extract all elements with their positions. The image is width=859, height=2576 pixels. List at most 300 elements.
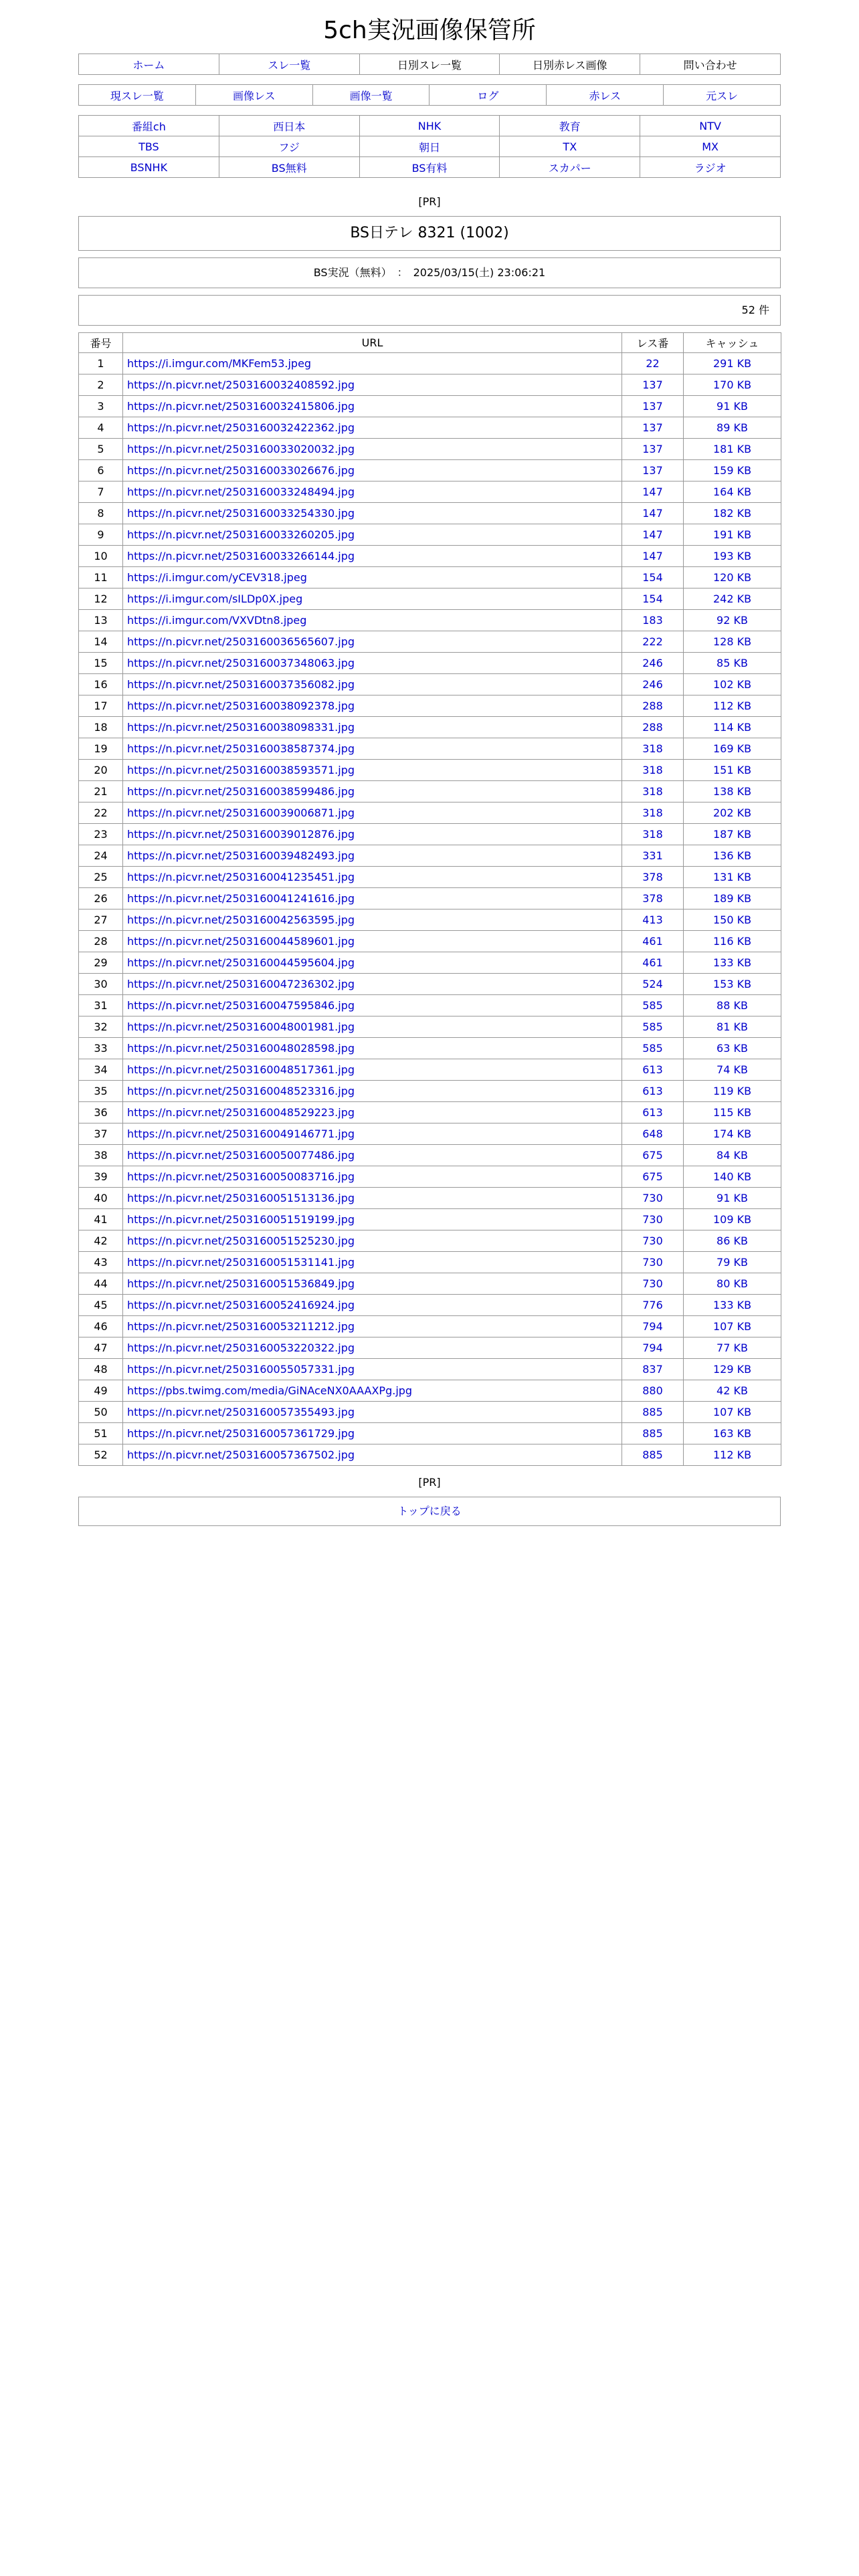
back-to-top-link[interactable]: トップに戻る (397, 1505, 462, 1517)
row-res-number[interactable] (622, 781, 684, 802)
row-url[interactable] (123, 845, 622, 867)
row-res-number-link[interactable]: 675 (642, 1170, 663, 1183)
row-cache[interactable] (684, 952, 781, 974)
row-cache-link[interactable]: 133 KB (712, 1299, 752, 1311)
nav-image-list-link[interactable]: 画像一覧 (349, 89, 393, 102)
row-url-link[interactable]: https://n.picvr.net/2503160048517361.jpg (127, 1063, 355, 1076)
row-res-number[interactable] (622, 717, 684, 738)
row-url[interactable] (123, 952, 622, 974)
row-url-link[interactable]: https://n.picvr.net/2503160038092378.jpg (127, 700, 355, 712)
channel-cell[interactable] (500, 157, 640, 178)
row-res-number-link[interactable]: 461 (642, 935, 663, 948)
row-url[interactable] (123, 546, 622, 567)
row-cache[interactable] (684, 1209, 781, 1230)
row-cache-link[interactable]: 169 KB (712, 742, 752, 755)
row-res-number-link[interactable]: 147 (642, 528, 663, 541)
channel-link[interactable]: NTV (699, 119, 721, 132)
row-cache-link[interactable]: 140 KB (712, 1170, 752, 1183)
row-res-number-link[interactable]: 331 (642, 849, 663, 862)
row-url[interactable] (123, 503, 622, 524)
channel-cell[interactable] (359, 116, 500, 136)
nav-daily-red-images-link[interactable]: 日別赤レス画像 (533, 58, 607, 72)
row-res-number-link[interactable]: 147 (642, 507, 663, 520)
row-url-link[interactable]: https://i.imgur.com/yCEV318.jpeg (127, 571, 307, 584)
row-cache-link[interactable]: 80 KB (717, 1277, 748, 1290)
row-url-link[interactable]: https://n.picvr.net/2503160033260205.jpg (127, 528, 355, 541)
row-cache-link[interactable]: 182 KB (712, 507, 752, 520)
row-cache-link[interactable]: 187 KB (712, 828, 752, 841)
row-res-number[interactable] (622, 931, 684, 952)
row-cache[interactable] (684, 503, 781, 524)
row-res-number[interactable] (622, 1316, 684, 1337)
row-cache[interactable] (684, 396, 781, 417)
row-cache-link[interactable]: 88 KB (717, 999, 748, 1012)
row-cache[interactable] (684, 1230, 781, 1252)
row-res-number-link[interactable]: 154 (642, 593, 663, 605)
row-url[interactable] (123, 1102, 622, 1123)
row-cache[interactable] (684, 1081, 781, 1102)
row-res-number[interactable] (622, 503, 684, 524)
row-res-number[interactable] (622, 567, 684, 588)
channel-cell[interactable] (640, 136, 781, 157)
row-cache[interactable] (684, 760, 781, 781)
row-cache[interactable] (684, 845, 781, 867)
row-res-number-link[interactable]: 246 (642, 678, 663, 691)
row-url-link[interactable]: https://n.picvr.net/2503160044595604.jpg (127, 956, 355, 969)
row-cache-link[interactable]: 202 KB (712, 807, 752, 819)
nav-log[interactable] (430, 85, 547, 106)
row-res-number[interactable] (622, 631, 684, 653)
row-res-number[interactable] (622, 760, 684, 781)
row-res-number[interactable] (622, 1359, 684, 1380)
row-res-number[interactable] (622, 374, 684, 396)
row-cache-link[interactable]: 191 KB (712, 528, 752, 541)
row-cache-link[interactable]: 86 KB (717, 1235, 748, 1247)
nav-image-res[interactable] (195, 85, 312, 106)
row-url-link[interactable]: https://n.picvr.net/2503160051525230.jpg (127, 1235, 355, 1247)
row-res-number-link[interactable]: 378 (642, 892, 663, 905)
row-cache[interactable] (684, 717, 781, 738)
row-cache[interactable] (684, 867, 781, 888)
row-cache[interactable] (684, 546, 781, 567)
row-cache-link[interactable]: 91 KB (717, 1192, 748, 1204)
row-cache-link[interactable]: 91 KB (717, 400, 748, 413)
row-url[interactable] (123, 1123, 622, 1145)
row-res-number-link[interactable]: 413 (642, 914, 663, 926)
channel-link[interactable]: スカパー (548, 161, 591, 175)
row-url[interactable] (123, 1209, 622, 1230)
row-url[interactable] (123, 995, 622, 1016)
row-res-number-link[interactable]: 794 (642, 1320, 663, 1333)
row-url[interactable] (123, 1252, 622, 1273)
row-cache-link[interactable]: 242 KB (712, 593, 752, 605)
row-res-number-link[interactable]: 318 (642, 807, 663, 819)
nav-image-res-link[interactable]: 画像レス (232, 89, 276, 102)
channel-link[interactable]: BS無料 (271, 161, 307, 175)
row-res-number-link[interactable]: 585 (642, 1021, 663, 1033)
row-url-link[interactable]: https://n.picvr.net/2503160033254330.jpg (127, 507, 355, 520)
row-url-link[interactable]: https://n.picvr.net/2503160033020032.jpg (127, 443, 355, 455)
channel-cell[interactable] (79, 116, 219, 136)
row-cache-link[interactable]: 164 KB (712, 486, 752, 498)
row-res-number[interactable] (622, 1423, 684, 1444)
nav-original-thread[interactable] (664, 85, 781, 106)
row-res-number[interactable] (622, 610, 684, 631)
row-cache[interactable] (684, 631, 781, 653)
row-url-link[interactable]: https://n.picvr.net/2503160053211212.jpg (127, 1320, 355, 1333)
row-url-link[interactable]: https://n.picvr.net/2503160048523316.jpg (127, 1085, 355, 1097)
row-url[interactable] (123, 653, 622, 674)
row-res-number[interactable] (622, 995, 684, 1016)
row-url-link[interactable]: https://n.picvr.net/2503160047236302.jpg (127, 978, 355, 990)
row-cache[interactable] (684, 781, 781, 802)
nav-daily-red-images[interactable] (500, 54, 640, 75)
row-res-number-link[interactable]: 613 (642, 1085, 663, 1097)
row-url-link[interactable]: https://n.picvr.net/2503160038587374.jpg (127, 742, 355, 755)
row-res-number[interactable] (622, 353, 684, 374)
row-url[interactable] (123, 760, 622, 781)
row-url[interactable] (123, 674, 622, 695)
nav-contact[interactable] (640, 54, 781, 75)
row-cache-link[interactable]: 89 KB (717, 421, 748, 434)
row-res-number[interactable] (622, 481, 684, 503)
row-cache[interactable] (684, 974, 781, 995)
row-url-link[interactable]: https://n.picvr.net/2503160032422362.jpg (127, 421, 355, 434)
row-res-number-link[interactable]: 137 (642, 379, 663, 391)
row-url-link[interactable]: https://n.picvr.net/2503160044589601.jpg (127, 935, 355, 948)
row-res-number-link[interactable]: 137 (642, 443, 663, 455)
channel-link[interactable]: MX (702, 140, 719, 153)
row-res-number[interactable] (622, 1273, 684, 1295)
row-url[interactable] (123, 738, 622, 760)
row-cache[interactable] (684, 524, 781, 546)
row-url[interactable] (123, 1145, 622, 1166)
row-res-number-link[interactable]: 776 (642, 1299, 663, 1311)
row-cache-link[interactable]: 163 KB (712, 1427, 752, 1440)
row-url-link[interactable]: https://n.picvr.net/2503160047595846.jpg (127, 999, 355, 1012)
row-cache[interactable] (684, 1188, 781, 1209)
row-url[interactable] (123, 1059, 622, 1081)
row-cache-link[interactable]: 129 KB (712, 1363, 752, 1376)
row-res-number[interactable] (622, 1230, 684, 1252)
row-cache[interactable] (684, 738, 781, 760)
row-res-number[interactable] (622, 396, 684, 417)
row-cache-link[interactable]: 136 KB (712, 849, 752, 862)
row-url[interactable] (123, 1337, 622, 1359)
row-cache[interactable] (684, 1123, 781, 1145)
row-cache-link[interactable]: 114 KB (712, 721, 752, 734)
row-url[interactable] (123, 909, 622, 931)
row-res-number-link[interactable]: 730 (642, 1213, 663, 1226)
row-cache-link[interactable]: 181 KB (712, 443, 752, 455)
row-url-link[interactable]: https://n.picvr.net/2503160053220322.jpg (127, 1341, 355, 1354)
row-cache-link[interactable]: 79 KB (717, 1256, 748, 1269)
row-url-link[interactable]: https://n.picvr.net/2503160038593571.jpg (127, 764, 355, 776)
row-url-link[interactable]: https://n.picvr.net/2503160048529223.jpg (127, 1106, 355, 1119)
row-url-link[interactable]: https://n.picvr.net/2503160042563595.jpg (127, 914, 355, 926)
row-cache[interactable] (684, 824, 781, 845)
channel-link[interactable]: 番組ch (131, 120, 166, 133)
row-cache[interactable] (684, 439, 781, 460)
channel-cell[interactable] (79, 157, 219, 178)
channel-cell[interactable] (219, 136, 359, 157)
back-to-top[interactable] (78, 1497, 781, 1526)
row-url[interactable] (123, 824, 622, 845)
row-res-number[interactable] (622, 1380, 684, 1402)
row-cache[interactable] (684, 1273, 781, 1295)
channel-link[interactable]: 西日本 (273, 120, 306, 133)
nav-current-threads[interactable] (79, 85, 196, 106)
row-res-number[interactable] (622, 1209, 684, 1230)
row-cache-link[interactable]: 107 KB (712, 1320, 752, 1333)
row-res-number[interactable] (622, 738, 684, 760)
nav-home-link[interactable]: ホーム (132, 58, 165, 72)
row-cache-link[interactable]: 92 KB (717, 614, 748, 627)
nav-image-list[interactable] (312, 85, 430, 106)
row-url-link[interactable]: https://n.picvr.net/2503160038599486.jpg (127, 785, 355, 798)
row-url-link[interactable]: https://n.picvr.net/2503160039482493.jpg (127, 849, 355, 862)
row-cache[interactable] (684, 1316, 781, 1337)
nav-thread-list[interactable] (219, 54, 359, 75)
row-res-number-link[interactable]: 885 (642, 1448, 663, 1461)
row-url[interactable] (123, 353, 622, 374)
row-url[interactable] (123, 1316, 622, 1337)
row-cache-link[interactable]: 291 KB (712, 357, 752, 370)
row-cache-link[interactable]: 84 KB (717, 1149, 748, 1162)
row-url[interactable] (123, 888, 622, 909)
row-res-number-link[interactable]: 137 (642, 464, 663, 477)
row-res-number[interactable] (622, 439, 684, 460)
row-cache[interactable] (684, 1423, 781, 1444)
row-cache-link[interactable]: 138 KB (712, 785, 752, 798)
row-res-number-link[interactable]: 137 (642, 400, 663, 413)
row-cache[interactable] (684, 460, 781, 481)
row-res-number[interactable] (622, 974, 684, 995)
row-url[interactable] (123, 1444, 622, 1466)
row-url[interactable] (123, 974, 622, 995)
row-res-number-link[interactable]: 378 (642, 871, 663, 883)
row-res-number-link[interactable]: 794 (642, 1341, 663, 1354)
row-cache-link[interactable]: 85 KB (717, 657, 748, 669)
row-url[interactable] (123, 631, 622, 653)
row-url-link[interactable]: https://n.picvr.net/2503160039006871.jpg (127, 807, 355, 819)
row-cache[interactable] (684, 802, 781, 824)
row-url-link[interactable]: https://n.picvr.net/2503160041241616.jpg (127, 892, 355, 905)
channel-cell[interactable] (359, 136, 500, 157)
row-cache-link[interactable]: 119 KB (712, 1085, 752, 1097)
row-url[interactable] (123, 1230, 622, 1252)
channel-cell[interactable] (219, 157, 359, 178)
row-res-number-link[interactable]: 318 (642, 785, 663, 798)
nav-red-res[interactable] (547, 85, 664, 106)
channel-link[interactable]: 朝日 (418, 140, 440, 154)
nav-red-res-link[interactable]: 赤レス (589, 89, 621, 102)
row-res-number[interactable] (622, 1166, 684, 1188)
row-res-number-link[interactable]: 137 (642, 421, 663, 434)
channel-cell[interactable] (500, 116, 640, 136)
channel-cell[interactable] (359, 157, 500, 178)
row-cache[interactable] (684, 695, 781, 717)
row-url-link[interactable]: https://n.picvr.net/2503160050077486.jpg (127, 1149, 355, 1162)
row-res-number[interactable] (622, 417, 684, 439)
row-url-link[interactable]: https://n.picvr.net/2503160033248494.jpg (127, 486, 355, 498)
row-url-link[interactable]: https://n.picvr.net/2503160037348063.jpg (127, 657, 355, 669)
row-cache-link[interactable]: 42 KB (717, 1384, 748, 1397)
row-res-number-link[interactable]: 288 (642, 721, 663, 734)
nav-original-thread-link[interactable]: 元スレ (706, 89, 739, 102)
row-res-number-link[interactable]: 675 (642, 1149, 663, 1162)
row-cache-link[interactable]: 193 KB (712, 550, 752, 562)
row-url[interactable] (123, 717, 622, 738)
row-res-number-link[interactable]: 648 (642, 1128, 663, 1140)
row-url[interactable] (123, 1423, 622, 1444)
row-cache-link[interactable]: 116 KB (712, 935, 752, 948)
row-res-number-link[interactable]: 730 (642, 1277, 663, 1290)
channel-cell[interactable] (640, 116, 781, 136)
row-res-number-link[interactable]: 585 (642, 999, 663, 1012)
row-res-number-link[interactable]: 22 (646, 357, 660, 370)
row-cache[interactable] (684, 417, 781, 439)
row-cache[interactable] (684, 1145, 781, 1166)
row-url[interactable] (123, 1081, 622, 1102)
row-res-number-link[interactable]: 837 (642, 1363, 663, 1376)
row-cache[interactable] (684, 588, 781, 610)
row-url-link[interactable]: https://n.picvr.net/2503160057367502.jpg (127, 1448, 355, 1461)
row-res-number[interactable] (622, 1038, 684, 1059)
row-res-number[interactable] (622, 1295, 684, 1316)
row-cache[interactable] (684, 1059, 781, 1081)
row-url[interactable] (123, 396, 622, 417)
row-cache[interactable] (684, 610, 781, 631)
row-res-number[interactable] (622, 845, 684, 867)
row-res-number-link[interactable]: 288 (642, 700, 663, 712)
row-res-number-link[interactable]: 880 (642, 1384, 663, 1397)
row-res-number[interactable] (622, 1081, 684, 1102)
row-url[interactable] (123, 802, 622, 824)
row-cache-link[interactable]: 151 KB (712, 764, 752, 776)
row-res-number[interactable] (622, 1123, 684, 1145)
row-url[interactable] (123, 1359, 622, 1380)
row-res-number[interactable] (622, 802, 684, 824)
row-url-link[interactable]: https://n.picvr.net/2503160038098331.jpg (127, 721, 355, 734)
row-url[interactable] (123, 374, 622, 396)
row-res-number[interactable] (622, 674, 684, 695)
row-url-link[interactable]: https://n.picvr.net/2503160055057331.jpg (127, 1363, 355, 1376)
row-url-link[interactable]: https://n.picvr.net/2503160051531141.jpg (127, 1256, 355, 1269)
row-res-number[interactable] (622, 1102, 684, 1123)
row-cache[interactable] (684, 931, 781, 952)
channel-link[interactable]: TX (563, 140, 577, 153)
nav-contact-link[interactable]: 問い合わせ (683, 58, 737, 72)
row-cache-link[interactable]: 120 KB (712, 571, 752, 584)
row-cache[interactable] (684, 1444, 781, 1466)
row-res-number-link[interactable]: 730 (642, 1256, 663, 1269)
row-res-number[interactable] (622, 1059, 684, 1081)
row-res-number[interactable] (622, 1337, 684, 1359)
row-url[interactable] (123, 588, 622, 610)
row-res-number[interactable] (622, 1016, 684, 1038)
row-cache[interactable] (684, 1038, 781, 1059)
row-cache-link[interactable]: 159 KB (712, 464, 752, 477)
row-cache-link[interactable]: 153 KB (712, 978, 752, 990)
row-url[interactable] (123, 610, 622, 631)
row-url-link[interactable]: https://i.imgur.com/MKFem53.jpeg (127, 357, 312, 370)
row-res-number[interactable] (622, 888, 684, 909)
row-res-number-link[interactable]: 183 (642, 614, 663, 627)
row-url[interactable] (123, 567, 622, 588)
channel-link[interactable]: 教育 (559, 120, 581, 133)
channel-cell[interactable] (640, 157, 781, 178)
row-url-link[interactable]: https://n.picvr.net/2503160032408592.jpg (127, 379, 355, 391)
row-res-number-link[interactable]: 147 (642, 486, 663, 498)
row-url[interactable] (123, 695, 622, 717)
row-url[interactable] (123, 1188, 622, 1209)
channel-link[interactable]: フジ (278, 140, 300, 154)
row-cache-link[interactable]: 107 KB (712, 1406, 752, 1418)
channel-cell[interactable] (79, 136, 219, 157)
row-cache[interactable] (684, 653, 781, 674)
row-cache-link[interactable]: 170 KB (712, 379, 752, 391)
row-url-link[interactable]: https://n.picvr.net/2503160048028598.jpg (127, 1042, 355, 1055)
row-url-link[interactable]: https://n.picvr.net/2503160052416924.jpg (127, 1299, 355, 1311)
row-url[interactable] (123, 439, 622, 460)
row-res-number-link[interactable]: 318 (642, 764, 663, 776)
row-res-number-link[interactable]: 246 (642, 657, 663, 669)
row-url[interactable] (123, 781, 622, 802)
row-cache-link[interactable]: 81 KB (717, 1021, 748, 1033)
row-url[interactable] (123, 1273, 622, 1295)
row-cache-link[interactable]: 174 KB (712, 1128, 752, 1140)
row-url-link[interactable]: https://n.picvr.net/2503160033266144.jpg (127, 550, 355, 562)
row-url-link[interactable]: https://n.picvr.net/2503160051536849.jpg (127, 1277, 355, 1290)
row-url[interactable] (123, 481, 622, 503)
row-url-link[interactable]: https://n.picvr.net/2503160051513136.jpg (127, 1192, 355, 1204)
nav-thread-list-link[interactable]: スレ一覧 (268, 58, 311, 72)
row-res-number-link[interactable]: 585 (642, 1042, 663, 1055)
nav-current-threads-link[interactable]: 現スレ一覧 (110, 89, 164, 102)
row-res-number-link[interactable]: 613 (642, 1063, 663, 1076)
row-cache-link[interactable]: 150 KB (712, 914, 752, 926)
row-cache[interactable] (684, 1402, 781, 1423)
row-cache[interactable] (684, 1337, 781, 1359)
row-url-link[interactable]: https://n.picvr.net/2503160048001981.jpg (127, 1021, 355, 1033)
row-cache-link[interactable]: 63 KB (717, 1042, 748, 1055)
row-url[interactable] (123, 1402, 622, 1423)
row-cache-link[interactable]: 109 KB (712, 1213, 752, 1226)
row-res-number[interactable] (622, 524, 684, 546)
channel-cell[interactable] (500, 136, 640, 157)
row-url-link[interactable]: https://n.picvr.net/2503160051519199.jpg (127, 1213, 355, 1226)
row-res-number-link[interactable]: 318 (642, 828, 663, 841)
row-cache[interactable] (684, 1102, 781, 1123)
row-url[interactable] (123, 1295, 622, 1316)
row-url-link[interactable]: https://n.picvr.net/2503160039012876.jpg (127, 828, 355, 841)
row-url-link[interactable]: https://n.picvr.net/2503160057361729.jpg (127, 1427, 355, 1440)
row-url[interactable] (123, 931, 622, 952)
row-cache[interactable] (684, 567, 781, 588)
row-res-number[interactable] (622, 546, 684, 567)
row-res-number-link[interactable]: 613 (642, 1106, 663, 1119)
channel-link[interactable]: TBS (138, 140, 159, 153)
row-cache-link[interactable]: 133 KB (712, 956, 752, 969)
row-url-link[interactable]: https://n.picvr.net/2503160057355493.jpg (127, 1406, 355, 1418)
row-res-number-link[interactable]: 461 (642, 956, 663, 969)
row-res-number-link[interactable]: 885 (642, 1406, 663, 1418)
row-cache[interactable] (684, 353, 781, 374)
row-res-number-link[interactable]: 524 (642, 978, 663, 990)
row-url[interactable] (123, 1380, 622, 1402)
row-cache-link[interactable]: 102 KB (712, 678, 752, 691)
